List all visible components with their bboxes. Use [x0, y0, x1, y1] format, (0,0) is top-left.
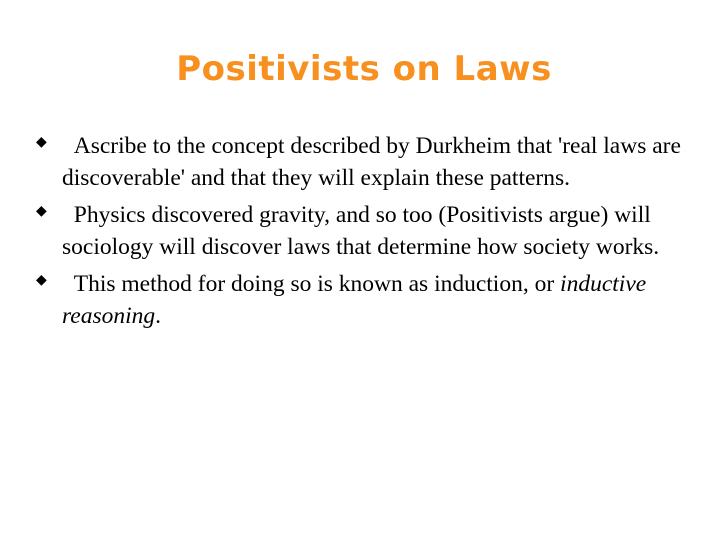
bullet-item: [36, 130, 696, 194]
bullet-item: [36, 199, 696, 263]
diamond-bullet-icon: [36, 136, 47, 150]
bullet-text: Physics discovered gravity, and so too (Positivists argue) will sociology will discover laws that determine how society works.: [62, 202, 660, 260]
diamond-bullet-icon: [36, 205, 47, 219]
diamond-bullet-icon: [36, 274, 47, 288]
bullet-tail: .: [155, 303, 162, 329]
slide-title: Positivists on Laws: [176, 49, 552, 89]
bullet-list: [36, 130, 696, 337]
bullet-emphasis: inductive reasoning: [62, 271, 647, 329]
bullet-text: Ascribe to the concept described by Durkheim that 'real laws are discoverable' and that they will explain these patterns.: [62, 133, 687, 191]
bullet-item: [36, 268, 696, 332]
bullet-text: This method for doing so is known as induction, or: [62, 271, 561, 297]
